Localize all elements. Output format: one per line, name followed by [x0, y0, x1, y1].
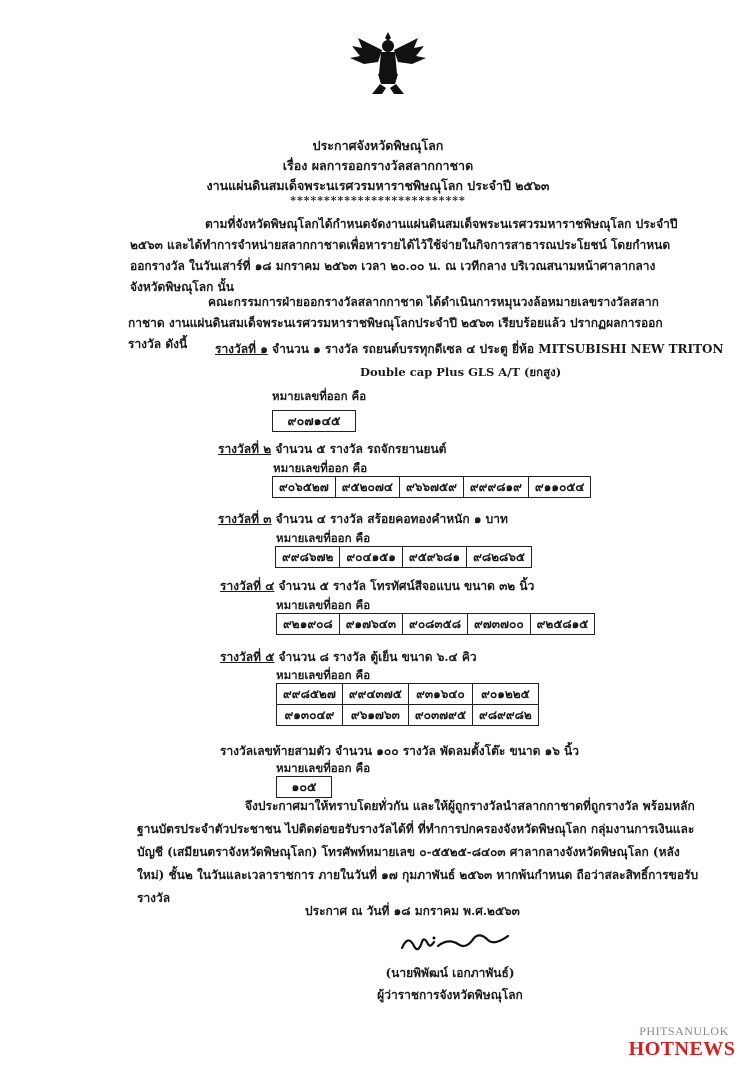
prize-1-number: ๙๐๗๑๔๕	[272, 410, 356, 432]
prize-3-desc: จำนวน ๔ รางวัล สร้อยคอทองคำหนัก ๑ บาท	[275, 512, 508, 526]
prize-last3-heading	[220, 742, 579, 761]
prize-2-numbers-label: หมายเลขที่ออก คือ	[273, 461, 368, 475]
closing-paragraph: จึงประกาศมาให้ทราบโดยทั่วกัน และให้ผู้ถูกรางวัลนำสลากกาชาดที่ถูกรางวัล พร้อมหลักฐานบัตรประจำตัวประชาชน ไปติดต่อขอรับรางวัลได้ที่ ที่ทำการปกครองจังหวัดพิษณุโลก กลุ่มงานการเงินและบัญชี (เสมียนตราจังหวัดพิษณุโลก) โทรศัพท์หมายเลข ๐-๕๕๒๕-๘๔๐๓ ศาลากลางจังหวัดพิษณุโลก (หลังใหม่) ชั้น๒ ในวันและเวลาราชการ ภายในวันที่ ๑๗ กุมภาพันธ์ ๒๕๖๓ หากพ้นกำหนด ถือว่าสละสิทธิ์การขอรับรางวัล	[137, 799, 699, 905]
prize-4-numbers-label: หมายเลขที่ออก คือ	[276, 598, 371, 612]
prize-3-label: รางวัลที่ ๓	[218, 512, 272, 526]
prize-5-number: ๙๐๑๒๒๕	[473, 684, 539, 705]
prize-4-desc: จำนวน ๕ รางวัล โทรทัศน์สีจอแบน ขนาด ๓๒ นิ้ว	[278, 579, 535, 593]
prize-2-desc: จำนวน ๕ รางวัล รถจักรยานยนต์	[275, 442, 447, 456]
prize-2-number: ๙๐๖๕๒๗	[273, 477, 336, 498]
prize-5-number: ๙๙๔๓๗๕	[342, 684, 408, 705]
prize-4-number-table	[276, 613, 595, 635]
doc-subject: เรื่อง ผลการออกรางวัลสลากกาชาด	[282, 158, 474, 173]
intro-paragraph: ตามที่จังหวัดพิษณุโลกได้กำหนดจัดงานแผ่นดินสมเด็จพระนเรศวรมหาราชพิษณุโลก ประจำปี ๒๕๖๓ และได้ทำการจำหน่ายสลากกาชาดเพื่อหารายได้ไว้ใช้จ่ายในกิจการสาธารณประโยชน์ โดยกำหนดออกรางวัล ในวันเสาร์ที่ ๑๘ มกราคม ๒๕๖๓ เวลา ๒๐.๐๐ น. ณ เวทีกลาง บริเวณสนามหน้าศาลากลางจังหวัดพิษณุโลก นั้น	[130, 217, 678, 294]
prize-1-desc-line2: Double cap Plus GLS A/T (ยกสูง)	[360, 365, 562, 379]
announce-date: ประกาศ ณ วันที่ ๑๘ มกราคม พ.ศ.๒๕๖๓	[305, 904, 520, 918]
signer-title: ผู้ว่าราชการจังหวัดพิษณุโลก	[377, 988, 523, 1002]
prize-4-number: ๙๗๓๗๐๐	[467, 614, 530, 635]
prize-2-number: ๙๑๑๐๕๔	[528, 477, 591, 498]
prize-5-number: ๙๖๑๗๖๓	[342, 705, 408, 726]
prize-last3-desc: จำนวน ๑๐๐ รางวัล พัดลมตั้งโต๊ะ ขนาด ๑๖ นิ้ว	[335, 744, 579, 758]
doc-title: ประกาศจังหวัดพิษณุโลก	[312, 138, 444, 153]
prize-1-desc: จำนวน ๑ รางวัล รถยนต์บรรทุกดีเซล ๔ ประตู ยี่ห้อ MITSUBISHI NEW TRITON	[272, 342, 724, 356]
prize-2-number-table	[272, 476, 591, 498]
prize-last3-label: รางวัลเลขท้ายสามตัว	[220, 744, 331, 758]
table-row	[277, 614, 595, 635]
prize-4-label: รางวัลที่ ๔	[220, 579, 275, 593]
prize-1-label: รางวัลที่ ๑	[215, 342, 268, 356]
prize-3-number: ๙๕๙๖๘๑	[402, 547, 466, 568]
prize-5-label: รางวัลที่ ๕	[220, 650, 275, 664]
prize-3-heading	[218, 510, 508, 529]
prize-2-number: ๙๙๙๘๑๙	[463, 477, 528, 498]
prize-2-number: ๙๕๒๐๗๔	[335, 477, 399, 498]
prize-1-numbers-label: หมายเลขที่ออก คือ	[272, 389, 367, 403]
prize-4-number: ๙๐๘๓๕๘	[403, 614, 468, 635]
prize-5-number: ๙๓๑๖๔๐	[408, 684, 472, 705]
prize-2-number: ๙๖๖๗๕๙	[399, 477, 463, 498]
table-row	[277, 705, 539, 726]
prize-5-desc: จำนวน ๘ รางวัล ตู้เย็น ขนาด ๖.๔ คิว	[278, 650, 477, 664]
prize-5-number-table	[276, 683, 539, 726]
doc-event: งานแผ่นดินสมเด็จพระนเรศวรมหาราชพิษณุโลก ประจำปี ๒๕๖๓	[206, 178, 550, 193]
prize-5-numbers-label: หมายเลขที่ออก คือ	[276, 668, 371, 682]
prize-3-numbers-label: หมายเลขที่ออก คือ	[276, 531, 371, 545]
table-row	[277, 684, 539, 705]
watermark-hotnews-logo: HOTNEWS	[628, 1038, 736, 1060]
prize-4-number: ๙๒๕๘๑๕	[530, 614, 595, 635]
prize-5-number: ๙๙๘๕๒๗	[277, 684, 343, 705]
prize-last3-number: ๑๐๕	[276, 776, 332, 798]
table-row	[276, 547, 532, 568]
result-paragraph: คณะกรรมการฝ่ายออกรางวัลสลากกาชาด ได้ดำเนินการหมุนวงล้อหมายเลขรางวัลสลากกาชาด งานแผ่นดินสมเด็จพระนเรศวรมหาราชพิษณุโลกประจำปี ๒๕๖๓ เรียบร้อยแล้ว ปรากฏผลการออกรางวัล ดังนี้	[128, 295, 663, 351]
watermark-phitsanulok: PHITSANULOK	[639, 1024, 729, 1038]
prize-4-heading	[220, 577, 534, 596]
prize-3-number: ๙๐๔๑๕๑	[340, 547, 403, 568]
prize-5-heading	[220, 648, 477, 667]
garuda-emblem	[348, 28, 428, 98]
prize-3-number: ๙๙๘๖๗๒	[276, 547, 340, 568]
separator-stars: **************************	[290, 194, 466, 207]
signer-name: (นายพิพัฒน์ เอกภาพันธ์)	[385, 966, 515, 980]
prize-4-number: ๙๑๗๖๔๓	[339, 614, 402, 635]
prize-2-heading	[218, 440, 446, 459]
prize-last3-numbers-label: หมายเลขที่ออก คือ	[276, 761, 371, 775]
handwritten-signature	[398, 928, 518, 960]
prize-4-number: ๙๒๑๙๐๘	[277, 614, 340, 635]
prize-5-number: ๙๑๓๐๔๙	[277, 705, 343, 726]
prize-3-number-table	[275, 546, 532, 568]
prize-2-label: รางวัลที่ ๒	[218, 442, 272, 456]
prize-1-heading	[215, 340, 723, 359]
prize-3-number: ๙๘๒๘๖๕	[467, 547, 532, 568]
table-row	[273, 477, 591, 498]
prize-5-number: ๙๘๙๙๘๒	[473, 705, 539, 726]
prize-5-number: ๙๐๓๗๙๕	[408, 705, 472, 726]
